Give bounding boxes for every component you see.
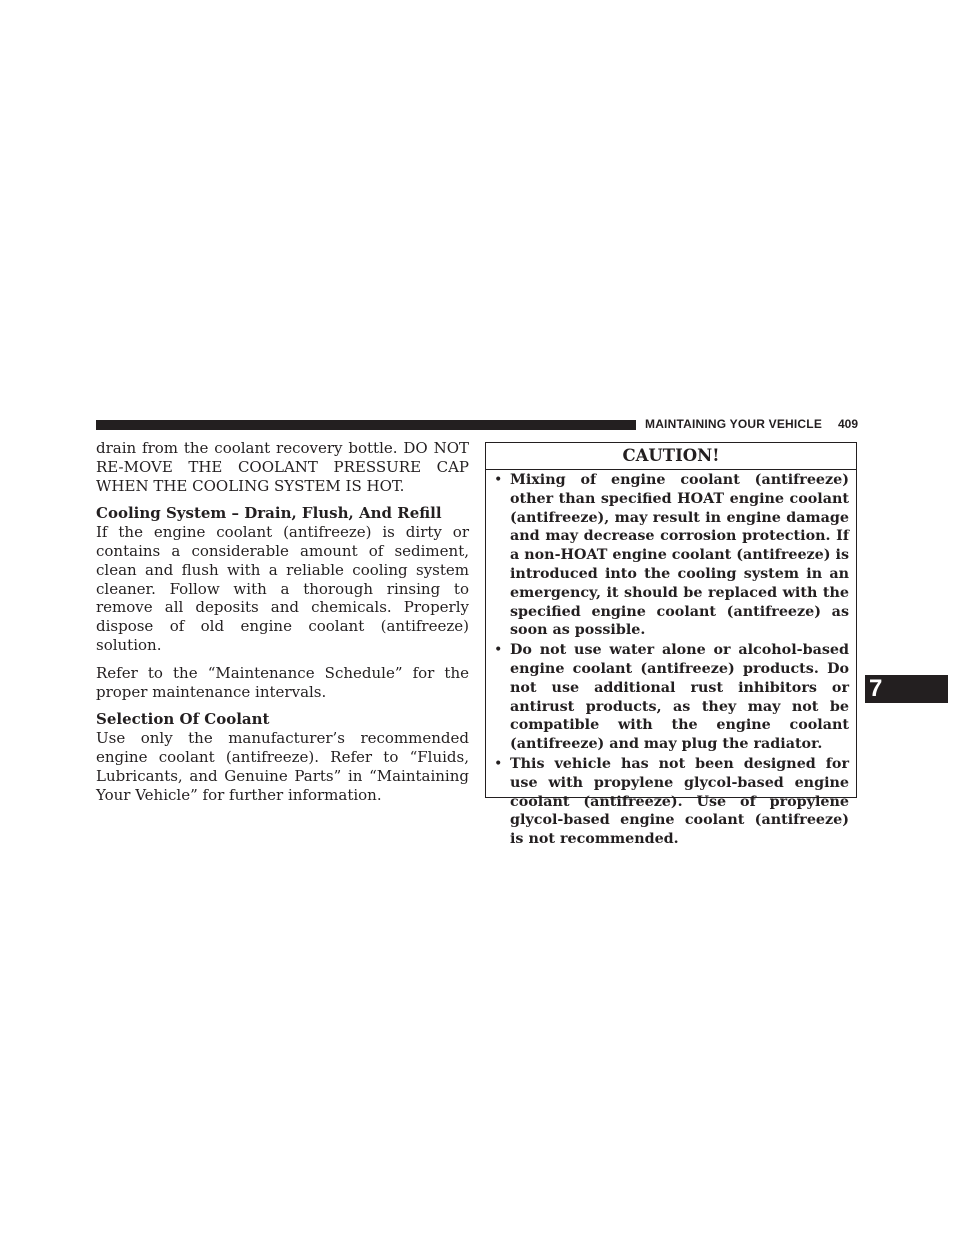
caution-item-text: This vehicle has not been designed for use with propylene glycol-based engine coolant (antifreeze). Use of propylene glycol-based engine coolant (antifreeze) is not recommended. bbox=[510, 755, 849, 848]
bullet-icon: • bbox=[494, 472, 503, 488]
caution-item-text: Mixing of engine coolant (antifreeze) other than specified HOAT engine coolant (antifreeze), may result in engine damage and may decrease corrosion protection. If a non-HOAT engine coolant (antifreeze) is introduced into the cooling system in an emergency, it should be replaced with the specified engine coolant (antifreeze) as soon as possible. bbox=[510, 472, 849, 639]
intro-paragraph: drain from the coolant recovery bottle. DO NOT RE-MOVE THE COOLANT PRESSURE CAP WHEN THE COOLING SYSTEM IS HOT. bbox=[96, 439, 469, 495]
header-rule bbox=[96, 420, 636, 430]
drain-paragraph: If the engine coolant (antifreeze) is dirty or contains a considerable amount of sediment, clean and flush with a reliable cooling system cleaner. Follow with a thorough rinsing to remove all deposits and chemicals. Properly dispose of old engine coolant (antifreeze) solution. bbox=[96, 523, 469, 654]
caution-item bbox=[494, 641, 849, 754]
chapter-tab bbox=[865, 675, 948, 703]
caution-item-text: Do not use water alone or alcohol-based engine coolant (antifreeze) products. Do not use additional rust inhibitors or antirust products, as they may not be compatible with the engine coolant (antifreeze) and may plug the radiator. bbox=[510, 642, 849, 753]
heading-drain-flush-refill: Cooling System – Drain, Flush, And Refill bbox=[96, 504, 442, 523]
caution-item bbox=[494, 755, 849, 849]
bullet-icon: • bbox=[494, 755, 503, 772]
caution-list bbox=[486, 471, 856, 849]
caution-box bbox=[485, 442, 857, 848]
caution-item bbox=[494, 471, 849, 640]
maintenance-schedule-paragraph: Refer to the “Maintenance Schedule” for the proper maintenance intervals. bbox=[96, 663, 469, 701]
page-number: 409 bbox=[838, 417, 859, 431]
selection-paragraph: Use only the manufacturer’s recommended engine coolant (antifreeze). Refer to “Fluids, Lubricants, and Genuine Parts” in “Maintaining Your Vehicle” for further information. bbox=[96, 729, 469, 804]
left-column bbox=[96, 439, 469, 804]
bullet-icon: • bbox=[494, 642, 503, 659]
chapter-number: 7 bbox=[869, 675, 883, 702]
running-header-title: MAINTAINING YOUR VEHICLE bbox=[645, 417, 823, 431]
caution-title: CAUTION! bbox=[486, 443, 856, 470]
heading-selection-of-coolant: Selection Of Coolant bbox=[96, 710, 270, 729]
